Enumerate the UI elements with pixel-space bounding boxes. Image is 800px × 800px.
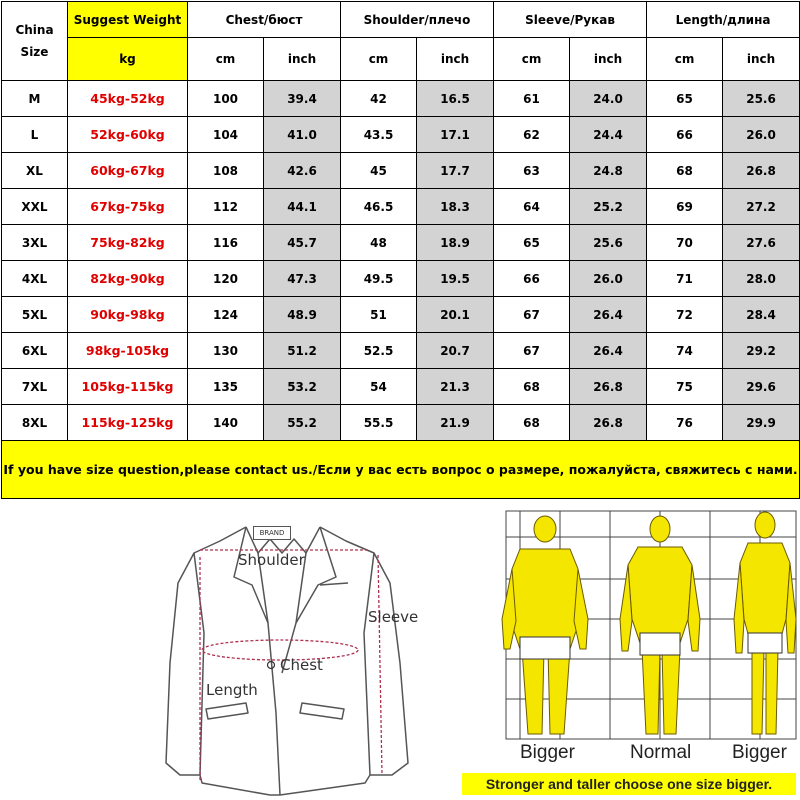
table-header-row [2,2,800,38]
shoulder-header: Shoulder/плечо [341,2,494,38]
cell-shoulder-in: 18.3 [417,189,494,225]
cell-length-in: 29.6 [723,369,800,405]
cell-length-in: 27.2 [723,189,800,225]
cell-sleeve-cm: 65 [494,225,570,261]
cell-sleeve-in: 24.4 [570,117,647,153]
cell-size: XL [2,153,68,189]
cell-shoulder-cm: 49.5 [341,261,417,297]
cell-weight: 45kg-52kg [68,81,188,117]
cell-shoulder-cm: 51 [341,297,417,333]
cell-length-cm: 68 [647,153,723,189]
cell-sleeve-cm: 63 [494,153,570,189]
table-row [2,333,800,369]
cell-chest-in: 51.2 [264,333,341,369]
length-label: Length [206,681,258,699]
table-row [2,405,800,441]
unit-inch: inch [264,38,341,81]
suggest-weight-header: Suggest Weight [68,2,188,38]
body-type-label: Bigger [732,742,787,763]
cell-shoulder-in: 16.5 [417,81,494,117]
cell-weight: 98kg-105kg [68,333,188,369]
cell-weight: 82kg-90kg [68,261,188,297]
cell-size: 7XL [2,369,68,405]
cell-chest-cm: 130 [188,333,264,369]
cell-chest-in: 39.4 [264,81,341,117]
cell-length-in: 26.0 [723,117,800,153]
cell-shoulder-in: 17.1 [417,117,494,153]
cell-length-cm: 74 [647,333,723,369]
cell-length-cm: 76 [647,405,723,441]
cell-chest-cm: 104 [188,117,264,153]
cell-shoulder-in: 19.5 [417,261,494,297]
cell-chest-in: 42.6 [264,153,341,189]
cell-length-in: 25.6 [723,81,800,117]
table-row [2,153,800,189]
cell-chest-cm: 100 [188,81,264,117]
cell-sleeve-cm: 62 [494,117,570,153]
table-row [2,297,800,333]
sleeve-header: Sleeve/Рукав [494,2,647,38]
cell-size: XXL [2,189,68,225]
cell-length-cm: 70 [647,225,723,261]
cell-weight: 90kg-98kg [68,297,188,333]
cell-sleeve-cm: 68 [494,405,570,441]
cell-chest-in: 55.2 [264,405,341,441]
unit-inch: inch [417,38,494,81]
cell-shoulder-in: 18.9 [417,225,494,261]
cell-sleeve-in: 25.2 [570,189,647,225]
cell-chest-cm: 140 [188,405,264,441]
cell-shoulder-cm: 45 [341,153,417,189]
table-row [2,189,800,225]
cell-weight: 52kg-60kg [68,117,188,153]
sleeve-label: Sleeve [368,608,419,626]
cell-shoulder-cm: 52.5 [341,333,417,369]
cell-length-in: 26.8 [723,153,800,189]
cell-chest-cm: 108 [188,153,264,189]
cell-length-in: 28.0 [723,261,800,297]
cell-weight: 105kg-115kg [68,369,188,405]
cell-weight: 75kg-82kg [68,225,188,261]
cell-length-in: 29.2 [723,333,800,369]
cell-shoulder-cm: 43.5 [341,117,417,153]
cell-size: 6XL [2,333,68,369]
cell-chest-cm: 112 [188,189,264,225]
cell-shoulder-cm: 46.5 [341,189,417,225]
shoulder-label: Shoulder [238,551,305,569]
cell-shoulder-cm: 42 [341,81,417,117]
chest-label: Chest [280,656,323,674]
cell-sleeve-cm: 66 [494,261,570,297]
cell-size: 3XL [2,225,68,261]
cell-length-cm: 69 [647,189,723,225]
table-row [2,81,800,117]
cell-shoulder-in: 17.7 [417,153,494,189]
cell-sleeve-in: 26.4 [570,333,647,369]
cell-sleeve-in: 24.8 [570,153,647,189]
table-unit-row [2,38,800,81]
cell-length-in: 29.9 [723,405,800,441]
cell-chest-in: 48.9 [264,297,341,333]
cell-length-cm: 72 [647,297,723,333]
cell-sleeve-cm: 61 [494,81,570,117]
cell-shoulder-cm: 54 [341,369,417,405]
cell-length-in: 28.4 [723,297,800,333]
unit-cm: cm [188,38,264,81]
size-advice-note: Stronger and taller choose one size bigger. [462,773,796,795]
cell-size: 5XL [2,297,68,333]
cell-chest-cm: 120 [188,261,264,297]
cell-sleeve-in: 26.8 [570,369,647,405]
cell-chest-in: 45.7 [264,225,341,261]
body-type-label: Bigger [520,742,575,763]
cell-sleeve-in: 26.0 [570,261,647,297]
cell-length-cm: 71 [647,261,723,297]
cell-weight: 67kg-75kg [68,189,188,225]
cell-chest-in: 47.3 [264,261,341,297]
cell-sleeve-cm: 67 [494,333,570,369]
cell-weight: 60kg-67kg [68,153,188,189]
cell-weight: 115kg-125kg [68,405,188,441]
weight-unit-header: kg [68,38,188,81]
cell-chest-cm: 116 [188,225,264,261]
unit-cm: cm [341,38,417,81]
table-row [2,117,800,153]
brand-tag: BRAND [253,526,291,540]
cell-size: M [2,81,68,117]
cell-sleeve-in: 26.8 [570,405,647,441]
length-header: Length/длина [647,2,800,38]
cell-size: L [2,117,68,153]
cell-sleeve-in: 26.4 [570,297,647,333]
cell-length-cm: 75 [647,369,723,405]
contact-notice: If you have size question,please contact us./Если у вас есть вопрос о размере, пожалуйста, свяжитесь с нами. [2,441,800,499]
cell-sleeve-cm: 67 [494,297,570,333]
cell-size: 4XL [2,261,68,297]
cell-length-in: 27.6 [723,225,800,261]
unit-cm: cm [494,38,570,81]
table-row [2,225,800,261]
table-row [2,369,800,405]
cell-shoulder-cm: 48 [341,225,417,261]
body-type-panel [460,509,798,798]
cell-shoulder-in: 21.9 [417,405,494,441]
cell-chest-cm: 124 [188,297,264,333]
jacket-diagram [160,513,450,800]
cell-shoulder-in: 20.7 [417,333,494,369]
body-type-label: Normal [630,742,692,763]
cell-sleeve-cm: 64 [494,189,570,225]
cell-length-cm: 66 [647,117,723,153]
cell-chest-in: 44.1 [264,189,341,225]
cell-chest-in: 41.0 [264,117,341,153]
cell-shoulder-in: 20.1 [417,297,494,333]
cell-shoulder-in: 21.3 [417,369,494,405]
cell-length-cm: 65 [647,81,723,117]
cell-sleeve-in: 25.6 [570,225,647,261]
china-size-header: China Size [2,2,68,81]
table-row [2,261,800,297]
size-chart-table [1,1,800,499]
chest-header: Chest/бюст [188,2,341,38]
unit-inch: inch [723,38,800,81]
cell-chest-in: 53.2 [264,369,341,405]
cell-sleeve-in: 24.0 [570,81,647,117]
unit-inch: inch [570,38,647,81]
cell-shoulder-cm: 55.5 [341,405,417,441]
cell-size: 8XL [2,405,68,441]
cell-sleeve-cm: 68 [494,369,570,405]
notice-row [2,441,800,499]
cell-chest-cm: 135 [188,369,264,405]
unit-cm: cm [647,38,723,81]
